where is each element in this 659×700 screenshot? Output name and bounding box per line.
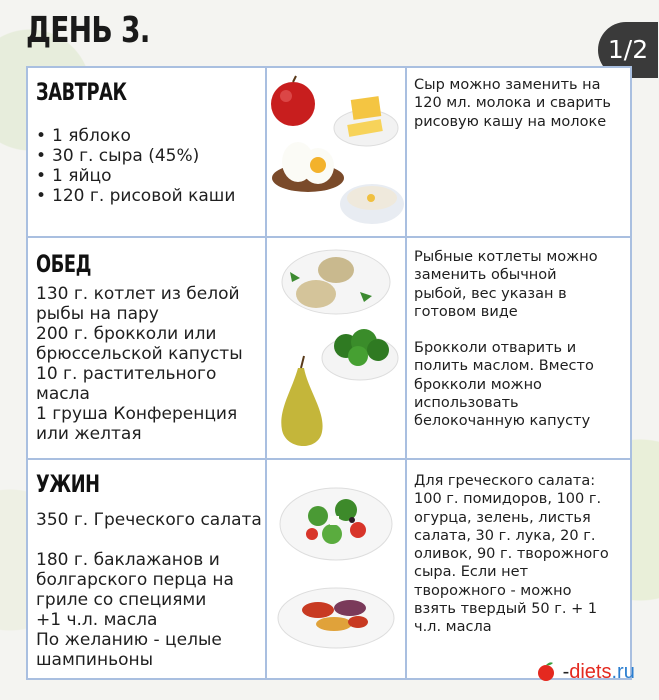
note-line: огурца, зелень, листья	[414, 509, 591, 526]
note-line: салата, 30 г. лука, 20 г.	[414, 527, 596, 544]
broccoli-bowl-icon	[322, 329, 398, 380]
fish-cakes-plate-icon	[282, 250, 390, 314]
note-line: творожного - можно	[414, 582, 572, 599]
dinner-note	[414, 472, 630, 637]
apple-logo-icon	[535, 660, 557, 682]
greek-salad-plate-icon	[280, 488, 392, 560]
logo-tld: .ru	[611, 661, 635, 683]
text-line: гриле со специями	[36, 590, 207, 610]
breakfast-note	[414, 76, 630, 131]
text-line: 200 г. брокколи или	[36, 324, 217, 344]
apple-icon	[271, 76, 315, 126]
logo-brand: diets	[569, 661, 612, 683]
lunch-food-illustration	[268, 240, 404, 456]
cheese-plate-icon	[334, 96, 398, 146]
text-line: +1 ч.л. масла	[36, 610, 158, 630]
note-line: 120 мл. молока и сварить	[414, 95, 611, 112]
breakfast-list	[36, 126, 261, 206]
grilled-vegetables-plate-icon	[278, 588, 394, 648]
breakfast-image	[268, 70, 404, 234]
note-line: использовать	[414, 395, 519, 412]
note-line: Рыбные котлеты можно	[414, 249, 598, 265]
lunch-cell	[36, 250, 261, 444]
text-line: болгарского перца на	[36, 570, 234, 590]
note-line: Для греческого салата:	[414, 473, 596, 489]
note-line: рыбой, вес указан в	[414, 285, 567, 302]
lunch-heading: ОБЕД	[36, 250, 92, 278]
divider	[28, 458, 630, 460]
site-logo: -diets.ru	[535, 660, 635, 684]
lunch-note	[414, 248, 630, 431]
divider	[28, 236, 630, 238]
list-item: • 30 г. сыра (45%)	[36, 146, 261, 166]
note-line: брокколи можно	[414, 376, 542, 393]
dinner-heading: УЖИН	[36, 470, 100, 498]
note-line: взять твердый 50 г. + 1	[414, 601, 598, 618]
dinner-image	[268, 462, 404, 678]
note-line: полить маслом. Вместо	[414, 358, 594, 375]
text-line: 130 г. котлет из белой	[36, 284, 240, 304]
text-line: 10 г. растительного	[36, 364, 217, 384]
text-line: По желанию - целые	[36, 630, 222, 650]
dinner-text	[36, 510, 261, 670]
breakfast-cell	[36, 78, 261, 206]
text-line: масла	[36, 384, 90, 404]
note-line: белокочанную капусту	[414, 413, 591, 430]
note-line: готовом виде	[414, 303, 518, 320]
page-badge: 1/2	[598, 22, 658, 78]
note-line: Сыр можно заменить на	[414, 77, 601, 93]
divider	[405, 68, 407, 678]
dinner-food-illustration	[268, 462, 404, 678]
note-line: рисовую кашу на молоке	[414, 113, 607, 130]
text-line: 1 груша Конференция	[36, 404, 238, 424]
porridge-bowl-icon	[340, 184, 404, 224]
text-line: шампиньоны	[36, 650, 154, 670]
breakfast-food-illustration	[268, 70, 404, 234]
list-item: • 1 яблоко	[36, 126, 261, 146]
meal-table	[26, 66, 632, 680]
text-line: рыбы на пару	[36, 304, 159, 324]
note-line: ч.л. масла	[414, 619, 492, 636]
text-line: или желтая	[36, 424, 142, 444]
note-line: оливок, 90 г. творожного	[414, 546, 609, 563]
list-item: • 120 г. рисовой каши	[36, 186, 261, 206]
text-line: 180 г. баклажанов и	[36, 550, 220, 570]
lunch-image	[268, 240, 404, 456]
list-item: • 1 яйцо	[36, 166, 261, 186]
note-line: сыра. Если нет	[414, 564, 529, 581]
note-line: Брокколи отварить и	[414, 340, 577, 357]
breakfast-heading: ЗАВТРАК	[36, 78, 127, 106]
dinner-cell	[36, 470, 261, 670]
egg-plate-icon	[272, 142, 344, 192]
text-line: брюссельской капусты	[36, 344, 243, 364]
lunch-text	[36, 284, 261, 444]
page-title: ДЕНЬ 3.	[26, 10, 150, 51]
pear-icon	[281, 356, 322, 446]
text-line: 350 г. Греческого салата	[36, 510, 262, 530]
divider	[265, 68, 267, 678]
note-line: заменить обычной	[414, 267, 557, 284]
note-line: 100 г. помидоров, 100 г.	[414, 491, 602, 508]
